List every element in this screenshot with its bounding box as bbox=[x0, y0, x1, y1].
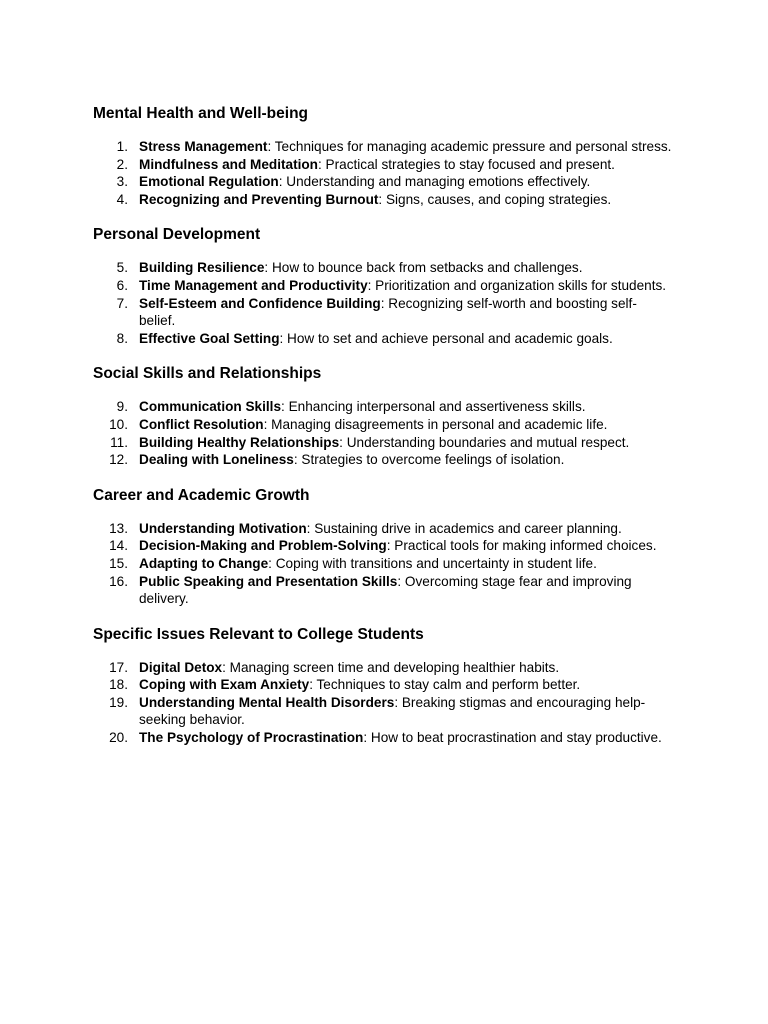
list-item-number: 2. bbox=[116, 156, 128, 172]
list-item-number: 7. bbox=[116, 295, 128, 311]
list-item bbox=[93, 434, 673, 452]
section-list bbox=[93, 659, 673, 747]
section-heading: Career and Academic Growth bbox=[93, 486, 310, 504]
list-item bbox=[93, 573, 673, 608]
list-item-number: 11. bbox=[110, 434, 128, 450]
list-item-description: : Overcoming stage fear and improving delivery. bbox=[139, 573, 632, 607]
list-item-number: 15. bbox=[109, 555, 128, 571]
list-item-title: Understanding Mental Health Disorders bbox=[139, 694, 395, 710]
list-item-title: Coping with Exam Anxiety bbox=[139, 677, 310, 693]
list-item-number: 16. bbox=[109, 573, 128, 589]
list-item-description: : Techniques for managing academic pressure and personal stress. bbox=[267, 139, 672, 154]
list-item-number: 1. bbox=[116, 139, 128, 154]
list-item bbox=[93, 729, 673, 747]
section-heading: Mental Health and Well-being bbox=[93, 105, 309, 122]
list-item-description: : Strategies to overcome feelings of isolation. bbox=[293, 452, 565, 468]
list-item bbox=[93, 676, 673, 694]
list-item-number: 17. bbox=[109, 659, 128, 675]
list-item-title: Effective Goal Setting bbox=[139, 330, 280, 346]
list-item bbox=[93, 555, 673, 573]
list-item-number: 8. bbox=[116, 330, 128, 346]
list-item-title: Understanding Motivation bbox=[139, 520, 307, 536]
list-item-number: 14. bbox=[109, 538, 128, 554]
list-item-title: Adapting to Change bbox=[139, 555, 269, 571]
list-item bbox=[93, 694, 673, 729]
list-item-title: Mindfulness and Meditation bbox=[139, 156, 318, 172]
list-item bbox=[93, 191, 673, 209]
list-item-title: Self-Esteem and Confidence Building bbox=[139, 295, 381, 311]
list-item bbox=[93, 330, 673, 348]
list-item-description: : Enhancing interpersonal and assertiveness skills. bbox=[281, 399, 586, 415]
list-item bbox=[93, 277, 673, 295]
list-item-number: 19. bbox=[109, 694, 128, 710]
list-item-description: : Prioritization and organization skills for students. bbox=[367, 277, 667, 293]
section-heading: Personal Development bbox=[93, 226, 261, 244]
list-item-number: 6. bbox=[116, 277, 128, 293]
section-heading: Specific Issues Relevant to College Students bbox=[93, 625, 424, 643]
section-list bbox=[93, 259, 673, 347]
list-item-description: : Recognizing self-worth and boosting self-belief. bbox=[139, 295, 637, 329]
list-item-description: : Techniques to stay calm and perform better. bbox=[309, 677, 581, 693]
list-item bbox=[93, 156, 673, 174]
list-item-description: : Practical tools for making informed choices. bbox=[386, 538, 657, 554]
section-list bbox=[93, 138, 673, 208]
list-item bbox=[93, 537, 673, 555]
list-item-title: Time Management and Productivity bbox=[139, 277, 368, 293]
list-item-number: 3. bbox=[116, 174, 128, 190]
list-item-number: 13. bbox=[109, 520, 128, 536]
list-item-title: The Psychology of Procrastination bbox=[139, 730, 364, 746]
list-item-title: Digital Detox bbox=[139, 659, 223, 675]
list-item-description: : Sustaining drive in academics and career planning. bbox=[306, 520, 622, 536]
list-item-number: 12. bbox=[109, 452, 128, 468]
list-item bbox=[93, 659, 673, 677]
list-item-number: 20. bbox=[109, 730, 128, 746]
list-item bbox=[93, 520, 673, 538]
list-item-title: Conflict Resolution bbox=[139, 416, 264, 432]
list-item-title: Decision-Making and Problem-Solving bbox=[139, 538, 387, 554]
list-item-title: Emotional Regulation bbox=[139, 174, 279, 190]
list-item-description: : Understanding and managing emotions effectively. bbox=[278, 174, 591, 190]
list-item-number: 4. bbox=[116, 191, 128, 207]
list-item-description: : Understanding boundaries and mutual respect. bbox=[339, 434, 630, 450]
list-item-title: Stress Management bbox=[139, 139, 268, 154]
list-item-description: : Managing disagreements in personal and academic life. bbox=[263, 416, 608, 432]
list-item-title: Building Resilience bbox=[139, 260, 265, 276]
list-item-title: Recognizing and Preventing Burnout bbox=[139, 191, 379, 207]
list-item-description: : How to beat procrastination and stay productive. bbox=[363, 730, 662, 746]
list-item-number: 9. bbox=[116, 399, 128, 415]
document-page bbox=[93, 104, 673, 747]
list-item-description: : Signs, causes, and coping strategies. bbox=[378, 191, 612, 207]
list-item-title: Building Healthy Relationships bbox=[139, 434, 340, 450]
list-item-number: 10. bbox=[109, 416, 128, 432]
list-item bbox=[93, 416, 673, 434]
list-item-title: Dealing with Loneliness bbox=[139, 452, 294, 468]
list-item-description: : Breaking stigmas and encouraging help-seeking behavior. bbox=[139, 694, 646, 728]
list-item-number: 18. bbox=[109, 677, 128, 693]
list-item bbox=[93, 295, 673, 330]
list-item bbox=[93, 173, 673, 191]
list-item-description: : Coping with transitions and uncertainty in student life. bbox=[268, 555, 597, 571]
list-item-title: Communication Skills bbox=[139, 399, 282, 415]
list-item-description: : How to bounce back from setbacks and challenges. bbox=[264, 260, 583, 276]
section-list bbox=[93, 520, 673, 608]
list-item-description: : How to set and achieve personal and academic goals. bbox=[279, 330, 613, 346]
list-item bbox=[93, 259, 673, 277]
list-item bbox=[93, 138, 673, 156]
list-item bbox=[93, 451, 673, 469]
list-item bbox=[93, 398, 673, 416]
list-item-number: 5. bbox=[116, 260, 128, 276]
section-list bbox=[93, 398, 673, 468]
list-item-description: : Practical strategies to stay focused and present. bbox=[317, 156, 615, 172]
list-item-title: Public Speaking and Presentation Skills bbox=[139, 573, 398, 589]
section-heading: Social Skills and Relationships bbox=[93, 365, 322, 383]
list-item-description: : Managing screen time and developing healthier habits. bbox=[222, 659, 560, 675]
